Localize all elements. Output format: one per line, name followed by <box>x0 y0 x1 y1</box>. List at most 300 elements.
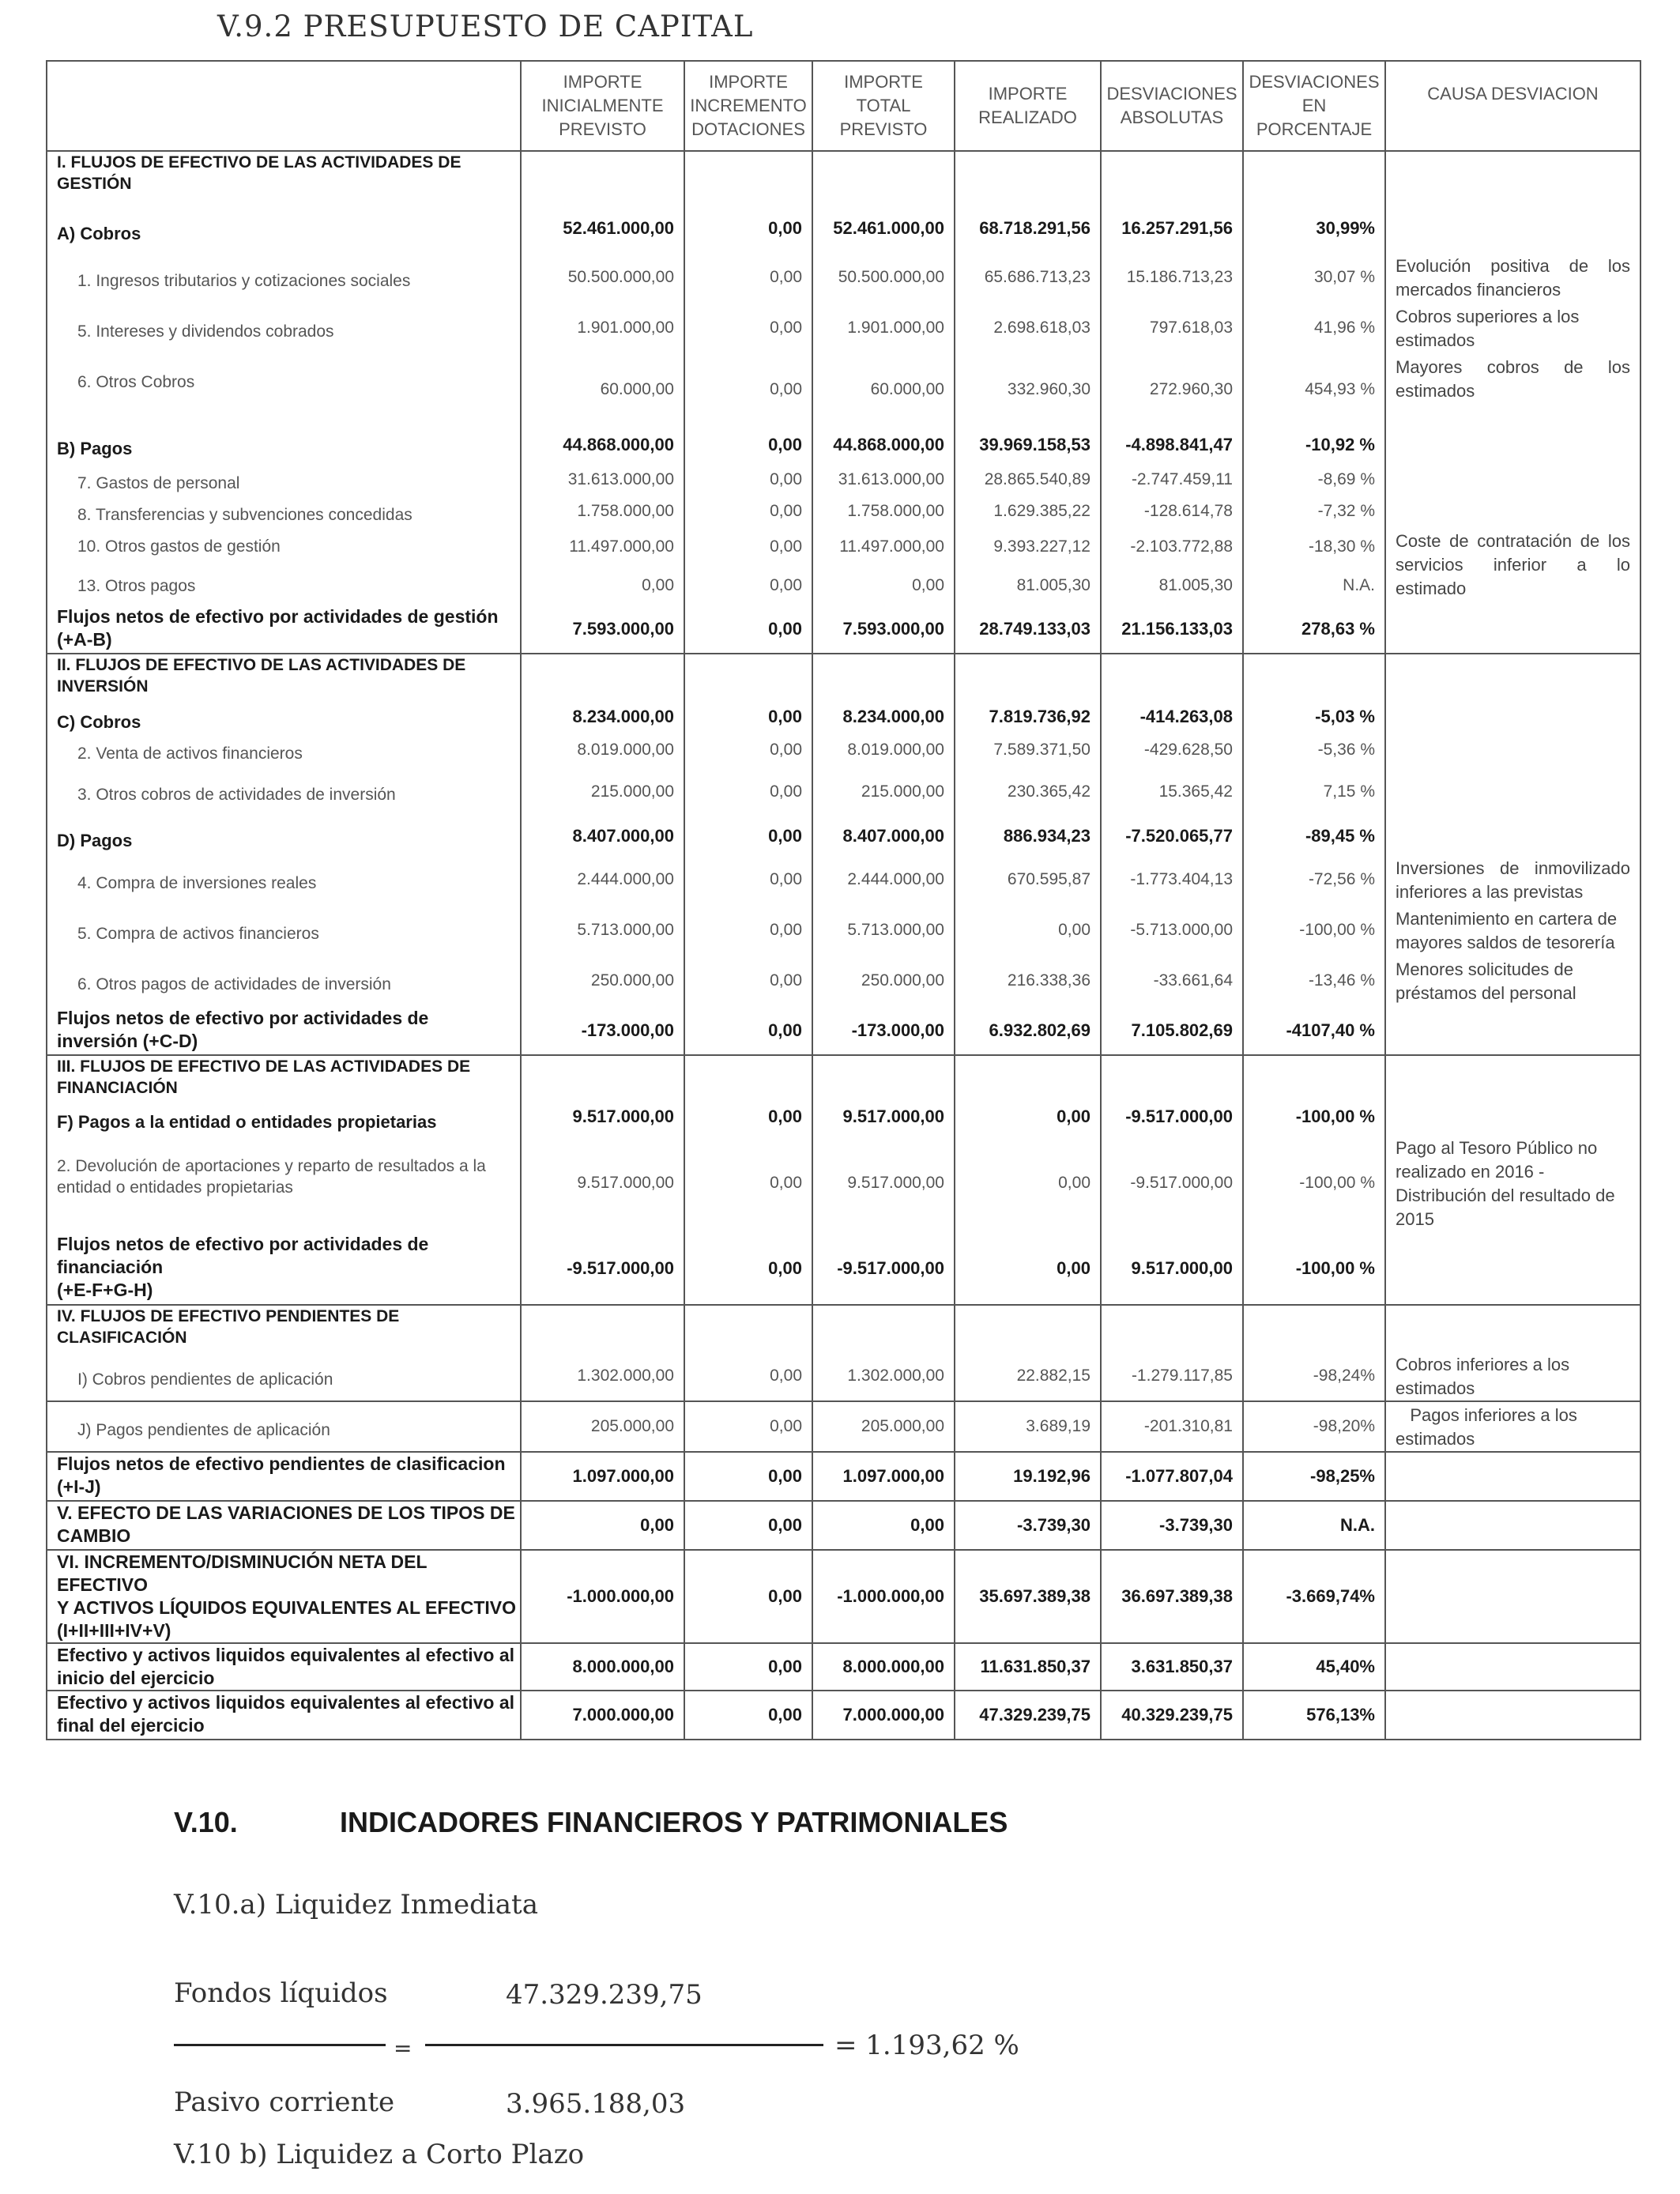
deviation-cause-line: estimados <box>1396 381 1475 401</box>
value-pct-deviation: 45,40% <box>1243 1643 1385 1691</box>
value-realized: 28.865.540,89 <box>955 464 1101 496</box>
value-pct-deviation: -13,46 % <box>1243 956 1385 1006</box>
fraction-bar-left <box>174 2044 386 2046</box>
value-initial-forecast: -9.517.000,00 <box>521 1232 684 1305</box>
value-abs-deviation: 797.618,03 <box>1101 303 1243 353</box>
row-label <box>47 699 521 734</box>
table-row <box>47 464 1640 496</box>
header-pct-deviation: DESVIACIONES EN PORCENTAJE <box>1243 61 1385 151</box>
value-total-forecast: -173.000,00 <box>812 1006 955 1055</box>
value-total-forecast: 60.000,00 <box>812 353 955 426</box>
row-label-line: (+A-B) <box>57 629 112 650</box>
table-row <box>47 496 1640 527</box>
net-flow-row <box>47 1232 1640 1305</box>
value-total-forecast: 50.500.000,00 <box>812 252 955 303</box>
table-row <box>47 252 1640 303</box>
deviation-cause-line: Inversiones de inmovilizado <box>1396 858 1630 878</box>
value-total-forecast: 7.593.000,00 <box>812 605 955 654</box>
table-row <box>47 766 1640 818</box>
section-heading-line: FINANCIACIÓN <box>57 1079 178 1097</box>
row-label <box>47 151 521 205</box>
value-realized: 11.631.850,37 <box>955 1643 1101 1691</box>
row-label-line: Y ACTIVOS LÍQUIDOS EQUIVALENTES AL EFECTIVO <box>57 1597 517 1618</box>
value-abs-deviation: -429.628,50 <box>1101 734 1243 766</box>
value-total-forecast: 8.234.000,00 <box>812 699 955 734</box>
value-abs-deviation: -2.103.772,88 <box>1101 527 1243 567</box>
row-label-line: VI. INCREMENTO/DISMINUCIÓN NETA DEL EFECTIVO <box>57 1551 428 1595</box>
header-cause: CAUSA DESVIACION <box>1385 61 1640 151</box>
deviation-cause <box>1385 1550 1640 1643</box>
value-realized: 6.932.802,69 <box>955 1006 1101 1055</box>
empty-cell <box>684 151 812 205</box>
deviation-cause <box>1385 854 1640 905</box>
row-label-line: entidad o entidades propietarias <box>57 1178 293 1197</box>
value-increase: 0,00 <box>684 1691 812 1740</box>
section-heading-row <box>47 151 1640 205</box>
value-total-forecast: 1.901.000,00 <box>812 303 955 353</box>
capital-budget-table <box>46 60 1640 1740</box>
empty-cell <box>955 1055 1101 1099</box>
row-label-line: Flujos netos de efectivo por actividades de gestión <box>57 606 499 627</box>
section-10-number: V.10. <box>174 1806 238 1838</box>
value-pct-deviation: -100,00 % <box>1243 1099 1385 1134</box>
row-label-text: D) Pagos <box>57 831 133 850</box>
deviation-cause <box>1385 1134 1640 1232</box>
value-pct-deviation: N.A. <box>1243 567 1385 605</box>
row-label <box>47 464 521 496</box>
value-initial-forecast: 1.302.000,00 <box>521 1351 684 1401</box>
row-label-text: B) Pagos <box>57 439 133 458</box>
denominator-value: 3.965.188,03 <box>506 2088 686 2120</box>
value-increase: 0,00 <box>684 1099 812 1134</box>
value-increase: 0,00 <box>684 1550 812 1643</box>
value-initial-forecast: -173.000,00 <box>521 1006 684 1055</box>
empty-cell <box>521 654 684 699</box>
header-initial-forecast: IMPORTE INICIALMENTE PREVISTO <box>521 61 684 151</box>
value-abs-deviation: -128.614,78 <box>1101 496 1243 527</box>
empty-cell <box>1101 1305 1243 1351</box>
value-total-forecast: 0,00 <box>812 567 955 605</box>
table-row <box>47 854 1640 905</box>
deviation-cause <box>1385 1691 1640 1740</box>
value-total-forecast: 205.000,00 <box>812 1401 955 1452</box>
value-realized: 3.689,19 <box>955 1401 1101 1452</box>
value-increase: 0,00 <box>684 426 812 464</box>
value-initial-forecast: 52.461.000,00 <box>521 205 684 252</box>
value-initial-forecast: 0,00 <box>521 567 684 605</box>
row-label <box>47 1232 521 1305</box>
deviation-cause <box>1385 1055 1640 1099</box>
value-abs-deviation: -9.517.000,00 <box>1101 1099 1243 1134</box>
deviation-cause-line: préstamos del personal <box>1396 983 1576 1003</box>
section-heading-line: III. FLUJOS DE EFECTIVO DE LAS ACTIVIDADES DE <box>57 1057 471 1076</box>
value-realized: 68.718.291,56 <box>955 205 1101 252</box>
header-abs-deviation: DESVIACIONES ABSOLUTAS <box>1101 61 1243 151</box>
row-label <box>47 766 521 818</box>
header-total-forecast: IMPORTE TOTAL PREVISTO <box>812 61 955 151</box>
deviation-cause-line: Coste de contratación de los <box>1396 531 1630 551</box>
value-total-forecast: 44.868.000,00 <box>812 426 955 464</box>
value-total-forecast: 250.000,00 <box>812 956 955 1006</box>
value-abs-deviation: 16.257.291,56 <box>1101 205 1243 252</box>
value-pct-deviation: -5,36 % <box>1243 734 1385 766</box>
value-initial-forecast: 60.000,00 <box>521 353 684 426</box>
value-increase: 0,00 <box>684 567 812 605</box>
value-realized: 1.629.385,22 <box>955 496 1101 527</box>
value-abs-deviation: -4.898.841,47 <box>1101 426 1243 464</box>
empty-cell <box>812 151 955 205</box>
value-abs-deviation: 40.329.239,75 <box>1101 1691 1243 1740</box>
value-initial-forecast: 9.517.000,00 <box>521 1134 684 1232</box>
value-pct-deviation: -89,45 % <box>1243 818 1385 854</box>
value-total-forecast: 1.302.000,00 <box>812 1351 955 1401</box>
table-row <box>47 303 1640 353</box>
value-pct-deviation: -100,00 % <box>1243 905 1385 956</box>
value-pct-deviation: -72,56 % <box>1243 854 1385 905</box>
value-realized: 670.595,87 <box>955 854 1101 905</box>
section-heading-line: CLASIFICACIÓN <box>57 1329 187 1347</box>
value-increase: 0,00 <box>684 1232 812 1305</box>
value-abs-deviation: -201.310,81 <box>1101 1401 1243 1452</box>
value-realized: 39.969.158,53 <box>955 426 1101 464</box>
row-label-line: inicio del ejercicio <box>57 1668 215 1688</box>
value-increase: 0,00 <box>684 1006 812 1055</box>
value-abs-deviation: 36.697.389,38 <box>1101 1550 1243 1643</box>
value-abs-deviation: 15.186.713,23 <box>1101 252 1243 303</box>
fraction-bar-right <box>425 2044 823 2046</box>
deviation-cause <box>1385 818 1640 854</box>
value-realized: 7.819.736,92 <box>955 699 1101 734</box>
value-pct-deviation: 278,63 % <box>1243 605 1385 654</box>
value-increase: 0,00 <box>684 496 812 527</box>
table-row <box>47 1134 1640 1232</box>
value-realized: 332.960,30 <box>955 353 1101 426</box>
table-row <box>47 205 1640 252</box>
numerator-value: 47.329.239,75 <box>506 1979 703 2011</box>
row-label <box>47 205 521 252</box>
value-total-forecast: 5.713.000,00 <box>812 905 955 956</box>
value-abs-deviation: 9.517.000,00 <box>1101 1232 1243 1305</box>
value-increase: 0,00 <box>684 1501 812 1550</box>
section-heading-row <box>47 1055 1640 1099</box>
net-flow-row <box>47 1691 1640 1740</box>
row-label-line: financiación <box>57 1257 164 1277</box>
value-realized: 0,00 <box>955 905 1101 956</box>
value-pct-deviation: 454,93 % <box>1243 353 1385 426</box>
value-initial-forecast: 50.500.000,00 <box>521 252 684 303</box>
value-abs-deviation: -7.520.065,77 <box>1101 818 1243 854</box>
value-initial-forecast: 205.000,00 <box>521 1401 684 1452</box>
deviation-cause-line: Cobros inferiores a los <box>1396 1355 1570 1374</box>
row-label-line: Flujos netos de efectivo por actividades de <box>57 1008 429 1028</box>
row-label <box>47 1691 521 1740</box>
value-total-forecast: 8.019.000,00 <box>812 734 955 766</box>
value-initial-forecast: 8.407.000,00 <box>521 818 684 854</box>
value-abs-deviation: -5.713.000,00 <box>1101 905 1243 956</box>
value-abs-deviation: 3.631.850,37 <box>1101 1643 1243 1691</box>
deviation-cause <box>1385 956 1640 1006</box>
table-row <box>47 956 1640 1006</box>
value-increase: 0,00 <box>684 303 812 353</box>
row-label <box>47 956 521 1006</box>
deviation-cause <box>1385 699 1640 734</box>
table-row <box>47 426 1640 464</box>
row-label-line: (+E-F+G-H) <box>57 1280 153 1300</box>
row-label-text: 5. Intereses y dividendos cobrados <box>77 322 334 341</box>
numerator-label: Fondos líquidos <box>174 1977 388 2009</box>
empty-cell <box>955 151 1101 205</box>
value-realized: 886.934,23 <box>955 818 1101 854</box>
deviation-cause <box>1385 205 1640 252</box>
net-flow-row <box>47 1452 1640 1501</box>
row-label <box>47 252 521 303</box>
deviation-cause <box>1385 1452 1640 1501</box>
deviation-cause <box>1385 905 1640 956</box>
row-label <box>47 1055 521 1099</box>
net-flow-row <box>47 1501 1640 1550</box>
header-increase: IMPORTE INCREMENTO DOTACIONES <box>684 61 812 151</box>
row-label-line: Efectivo y activos liquidos equivalentes al efectivo al <box>57 1692 515 1713</box>
value-abs-deviation: -33.661,64 <box>1101 956 1243 1006</box>
value-abs-deviation: 81.005,30 <box>1101 567 1243 605</box>
value-pct-deviation: -4107,40 % <box>1243 1006 1385 1055</box>
value-realized: 0,00 <box>955 1134 1101 1232</box>
row-label <box>47 1452 521 1501</box>
deviation-cause <box>1385 1501 1640 1550</box>
empty-cell <box>1243 1305 1385 1351</box>
value-pct-deviation: -7,32 % <box>1243 496 1385 527</box>
deviation-cause <box>1385 464 1640 496</box>
deviation-cause <box>1385 1006 1640 1055</box>
value-total-forecast: 8.000.000,00 <box>812 1643 955 1691</box>
deviation-cause-line: Evolución positiva de los <box>1396 256 1630 276</box>
value-increase: 0,00 <box>684 1134 812 1232</box>
value-pct-deviation: 576,13% <box>1243 1691 1385 1740</box>
deviation-cause <box>1385 1401 1640 1452</box>
row-label-text: C) Cobros <box>57 712 141 732</box>
value-abs-deviation: -1.077.807,04 <box>1101 1452 1243 1501</box>
row-label-line: final del ejercicio <box>57 1715 205 1736</box>
value-increase: 0,00 <box>684 527 812 567</box>
value-initial-forecast: 215.000,00 <box>521 766 684 818</box>
value-realized: 65.686.713,23 <box>955 252 1101 303</box>
section-10-title: INDICADORES FINANCIEROS Y PATRIMONIALES <box>340 1806 1008 1838</box>
value-abs-deviation: 272.960,30 <box>1101 353 1243 426</box>
empty-cell <box>1101 151 1243 205</box>
empty-cell <box>684 1305 812 1351</box>
value-total-forecast: 8.407.000,00 <box>812 818 955 854</box>
section-heading-line: INVERSIÓN <box>57 677 149 696</box>
empty-cell <box>521 1055 684 1099</box>
value-initial-forecast: 7.000.000,00 <box>521 1691 684 1740</box>
deviation-cause <box>1385 353 1640 426</box>
deviation-cause <box>1385 1232 1640 1305</box>
value-increase: 0,00 <box>684 854 812 905</box>
value-abs-deviation: -9.517.000,00 <box>1101 1134 1243 1232</box>
value-increase: 0,00 <box>684 1452 812 1501</box>
empty-cell <box>521 1305 684 1351</box>
row-label-text: 6. Otros pagos de actividades de inversión <box>77 975 391 993</box>
empty-cell <box>955 654 1101 699</box>
value-increase: 0,00 <box>684 699 812 734</box>
value-increase: 0,00 <box>684 956 812 1006</box>
net-flow-row <box>47 1643 1640 1691</box>
value-total-forecast: 11.497.000,00 <box>812 527 955 567</box>
deviation-cause <box>1385 1351 1640 1401</box>
value-total-forecast: 0,00 <box>812 1501 955 1550</box>
section-title: V.9.2 PRESUPUESTO DE CAPITAL <box>217 9 754 43</box>
value-abs-deviation: 15.365,42 <box>1101 766 1243 818</box>
value-total-forecast: 1.097.000,00 <box>812 1452 955 1501</box>
row-label-line: CAMBIO <box>57 1525 131 1546</box>
section-heading-line: II. FLUJOS DE EFECTIVO DE LAS ACTIVIDADES DE <box>57 656 466 674</box>
section-heading-row <box>47 1305 1640 1351</box>
row-label-line: Flujos netos de efectivo pendientes de clasificacion <box>57 1453 506 1474</box>
value-pct-deviation: 30,99% <box>1243 205 1385 252</box>
value-increase: 0,00 <box>684 905 812 956</box>
empty-cell <box>684 654 812 699</box>
row-label <box>47 1134 521 1232</box>
empty-cell <box>684 1055 812 1099</box>
deviation-cause <box>1385 605 1640 654</box>
empty-cell <box>1101 1055 1243 1099</box>
net-flow-row <box>47 1550 1640 1643</box>
table-row <box>47 905 1640 956</box>
value-realized: 0,00 <box>955 1099 1101 1134</box>
value-initial-forecast: 44.868.000,00 <box>521 426 684 464</box>
deviation-cause-line: mayores saldos de tesorería <box>1396 933 1615 952</box>
value-initial-forecast: 11.497.000,00 <box>521 527 684 567</box>
table-row <box>47 699 1640 734</box>
row-label <box>47 1099 521 1134</box>
value-abs-deviation: -3.739,30 <box>1101 1501 1243 1550</box>
deviation-cause <box>1385 1643 1640 1691</box>
value-initial-forecast: 5.713.000,00 <box>521 905 684 956</box>
empty-cell <box>812 1055 955 1099</box>
deviation-cause-line: Mantenimiento en cartera de <box>1396 909 1618 929</box>
header-concept <box>47 61 521 151</box>
value-pct-deviation: -3.669,74% <box>1243 1550 1385 1643</box>
value-pct-deviation: 41,96 % <box>1243 303 1385 353</box>
row-label-text: 13. Otros pagos <box>77 577 196 595</box>
value-increase: 0,00 <box>684 464 812 496</box>
value-initial-forecast: 31.613.000,00 <box>521 464 684 496</box>
net-flow-row <box>47 605 1640 654</box>
row-label <box>47 527 521 567</box>
value-total-forecast: 7.000.000,00 <box>812 1691 955 1740</box>
deviation-cause-line: Menores solicitudes de <box>1396 959 1574 979</box>
value-realized: -3.739,30 <box>955 1501 1101 1550</box>
value-increase: 0,00 <box>684 1351 812 1401</box>
deviation-cause-line: estimados <box>1396 1378 1475 1398</box>
value-abs-deviation: -1.773.404,13 <box>1101 854 1243 905</box>
value-initial-forecast: 9.517.000,00 <box>521 1099 684 1134</box>
section-heading-row <box>47 654 1640 699</box>
empty-cell <box>812 1305 955 1351</box>
value-pct-deviation: -18,30 % <box>1243 527 1385 567</box>
deviation-cause <box>1385 426 1640 464</box>
value-pct-deviation: 30,07 % <box>1243 252 1385 303</box>
section-10-heading <box>174 1806 1008 1839</box>
value-pct-deviation: 7,15 % <box>1243 766 1385 818</box>
deviation-cause <box>1385 766 1640 818</box>
value-initial-forecast: 7.593.000,00 <box>521 605 684 654</box>
value-total-forecast: 2.444.000,00 <box>812 854 955 905</box>
table-row <box>47 818 1640 854</box>
empty-cell <box>955 1305 1101 1351</box>
row-label <box>47 734 521 766</box>
value-pct-deviation: -5,03 % <box>1243 699 1385 734</box>
table-row <box>47 1351 1640 1401</box>
row-label-text: 2. Venta de activos financieros <box>77 745 303 763</box>
row-label <box>47 654 521 699</box>
value-increase: 0,00 <box>684 1401 812 1452</box>
row-label-text: 8. Transferencias y subvenciones concedidas <box>77 506 412 524</box>
row-label-text: F) Pagos a la entidad o entidades propietarias <box>57 1112 437 1132</box>
value-increase: 0,00 <box>684 734 812 766</box>
deviation-cause <box>1385 496 1640 527</box>
value-total-forecast: -9.517.000,00 <box>812 1232 955 1305</box>
empty-cell <box>1101 654 1243 699</box>
row-label <box>47 605 521 654</box>
row-label <box>47 303 521 353</box>
deviation-cause-line: Pagos inferiores a los <box>1396 1405 1577 1425</box>
denominator-label: Pasivo corriente <box>174 2087 395 2118</box>
value-initial-forecast: 0,00 <box>521 1501 684 1550</box>
value-total-forecast: 1.758.000,00 <box>812 496 955 527</box>
row-label-text: 1. Ingresos tributarios y cotizaciones sociales <box>77 272 411 290</box>
deviation-cause <box>1385 1099 1640 1134</box>
value-pct-deviation: -8,69 % <box>1243 464 1385 496</box>
table-row <box>47 527 1640 567</box>
deviation-cause-line: estimado <box>1396 579 1467 598</box>
row-label-text: A) Cobros <box>57 224 141 243</box>
deviation-cause-line: Mayores cobros de los <box>1396 357 1630 377</box>
empty-cell <box>1243 151 1385 205</box>
value-pct-deviation: -98,25% <box>1243 1452 1385 1501</box>
deviation-cause <box>1385 527 1640 605</box>
deviation-cause-line: Distribución del resultado de <box>1396 1186 1615 1205</box>
row-label <box>47 1550 521 1643</box>
value-initial-forecast: 8.019.000,00 <box>521 734 684 766</box>
header-row <box>47 61 1640 151</box>
deviation-cause-line: Cobros superiores a los <box>1396 307 1580 326</box>
value-initial-forecast: 1.758.000,00 <box>521 496 684 527</box>
row-label <box>47 1305 521 1351</box>
row-label <box>47 818 521 854</box>
value-initial-forecast: 2.444.000,00 <box>521 854 684 905</box>
row-label <box>47 1351 521 1401</box>
net-flow-row <box>47 1006 1640 1055</box>
value-realized: 9.393.227,12 <box>955 527 1101 567</box>
liquidity-subtitle: V.10.a) Liquidez Inmediata <box>174 1889 538 1921</box>
deviation-cause-line: estimados <box>1396 1429 1475 1449</box>
value-pct-deviation: N.A. <box>1243 1501 1385 1550</box>
table-row <box>47 1401 1640 1452</box>
value-realized: 216.338,36 <box>955 956 1101 1006</box>
deviation-cause <box>1385 252 1640 303</box>
table-row <box>47 353 1640 426</box>
value-total-forecast: 31.613.000,00 <box>812 464 955 496</box>
row-label-text: I) Cobros pendientes de aplicación <box>77 1370 333 1389</box>
value-increase: 0,00 <box>684 1643 812 1691</box>
value-abs-deviation: -2.747.459,11 <box>1101 464 1243 496</box>
row-label <box>47 426 521 464</box>
value-realized: 2.698.618,03 <box>955 303 1101 353</box>
deviation-cause <box>1385 1305 1640 1351</box>
deviation-cause-line: estimados <box>1396 330 1475 350</box>
value-initial-forecast: 8.000.000,00 <box>521 1643 684 1691</box>
